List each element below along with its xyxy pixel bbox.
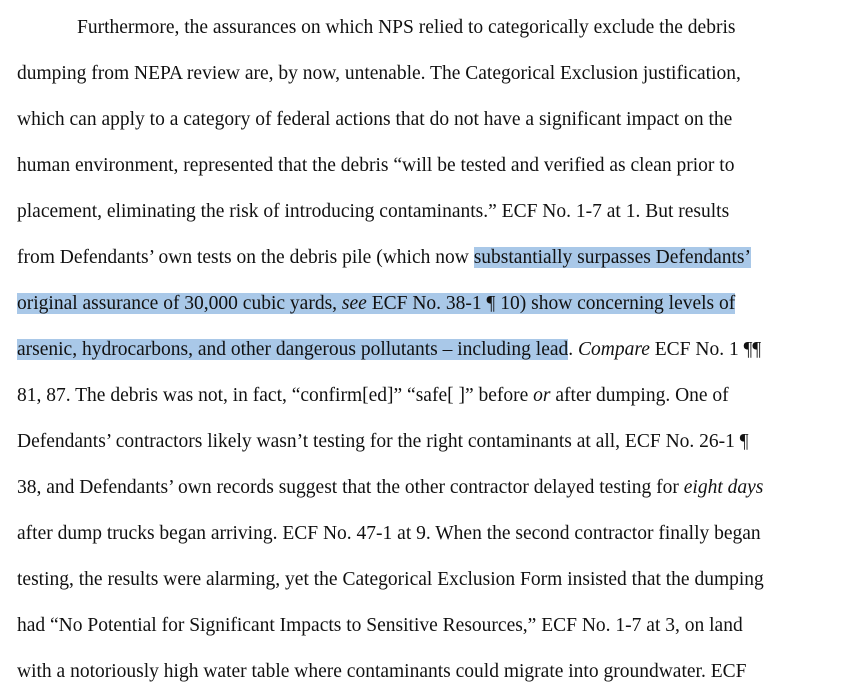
text-segment: Compare (578, 339, 650, 360)
text-segment: testing, the results were alarming, yet the Categorical Exclusion Form insisted that the dumping (17, 569, 764, 590)
text-line (17, 289, 735, 319)
highlighted-text: arsenic, hydrocarbons, and other dangerous pollutants – including lead (17, 339, 569, 360)
text-segment: human environment, represented that the debris “will be tested and verified as clean prior to (17, 155, 735, 176)
text-segment: with a notoriously high water table where contaminants could migrate into groundwater. ECF (17, 661, 747, 682)
text-segment: which can apply to a category of federal actions that do not have a significant impact on the (17, 109, 733, 130)
highlighted-text: original assurance of 30,000 cubic yards, (17, 293, 342, 314)
text-line (17, 151, 734, 181)
text-line (17, 519, 761, 549)
text-line (17, 335, 761, 365)
text-segment: after dump trucks began arriving. ECF No. 47-1 at 9. When the second contractor finally began (17, 523, 761, 544)
text-segment: from Defendants’ own tests on the debris pile (which now (17, 247, 474, 268)
text-line (17, 381, 729, 411)
text-line (17, 657, 746, 687)
text-segment: after dumping. One of (550, 385, 729, 406)
highlighted-text: ECF No. 38-1 ¶ 10) show concerning levels of (366, 293, 736, 314)
text-line (17, 565, 764, 595)
text-line (17, 243, 751, 273)
text-segment: dumping from NEPA review are, by now, untenable. The Categorical Exclusion justification, (17, 63, 741, 84)
text-segment: 38, and Defendants’ own records suggest that the other contractor delayed testing for (17, 477, 684, 498)
text-segment: Furthermore, the assurances on which NPS relied to categorically exclude the debris (77, 17, 736, 38)
text-line (17, 59, 741, 89)
text-segment: or (533, 385, 551, 406)
text-line (17, 611, 743, 641)
highlighted-text: see (341, 293, 367, 314)
text-line (17, 197, 729, 227)
text-segment: eight days (683, 477, 764, 498)
text-segment: 81, 87. The debris was not, in fact, “confirm[ed]” “safe[ ]” before (17, 385, 534, 406)
text-line (77, 13, 735, 43)
text-segment: ECF No. 1 ¶¶ (649, 339, 762, 360)
text-line (17, 105, 732, 135)
text-segment: placement, eliminating the risk of introducing contaminants.” ECF No. 1-7 at 1. But results (17, 201, 730, 222)
text-line (17, 427, 749, 457)
text-segment: . (568, 339, 579, 360)
text-line (17, 473, 763, 503)
highlighted-text: substantially surpasses Defendants’ (473, 247, 751, 268)
text-segment: had “No Potential for Significant Impacts to Sensitive Resources,” ECF No. 1-7 at 3, on land (17, 615, 743, 636)
text-segment: Defendants’ contractors likely wasn’t testing for the right contaminants at all, ECF No. 26-1 ¶ (17, 431, 749, 452)
